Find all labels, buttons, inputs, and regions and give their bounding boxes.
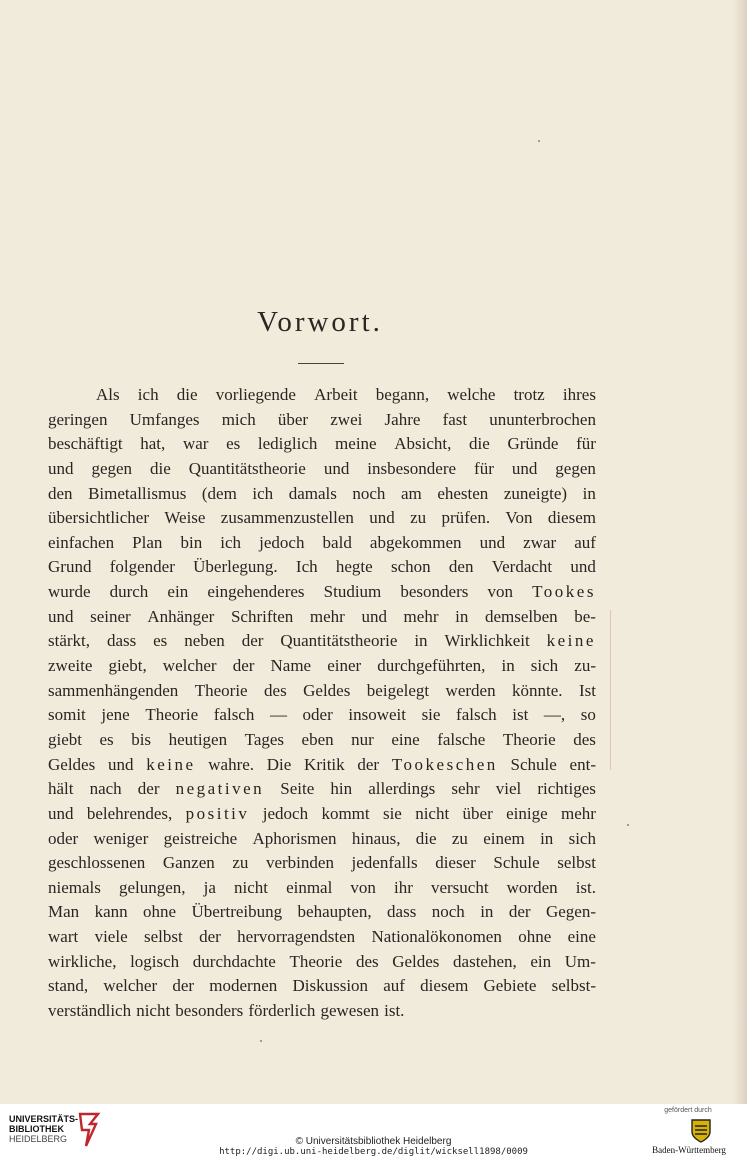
word: folgender: [109, 557, 175, 577]
word: und: [479, 532, 506, 552]
word: Quantitätstheorie: [280, 631, 398, 651]
word: durchdachte: [192, 951, 276, 971]
word: Gebiete: [483, 976, 537, 996]
word: Plan: [132, 532, 163, 552]
text-line: [48, 900, 596, 925]
word: ich: [252, 483, 274, 503]
word: seiner: [90, 606, 131, 626]
word: ohne: [143, 902, 177, 922]
word: des: [355, 951, 379, 971]
word: niemals: [48, 877, 101, 897]
word: Diskussion: [292, 976, 369, 996]
word: bin: [180, 532, 203, 552]
word: ist.: [384, 1001, 405, 1021]
word: dieser: [435, 853, 476, 873]
word: besonders: [175, 1001, 244, 1021]
word: jedoch: [259, 532, 305, 552]
word: welcher: [103, 976, 158, 996]
word: Grund: [48, 557, 92, 577]
word: es: [153, 631, 168, 651]
word: hegte: [335, 557, 373, 577]
word: und: [48, 803, 74, 823]
word: insbesondere: [367, 458, 457, 478]
word: sammenhängenden: [48, 680, 179, 700]
word: und: [107, 754, 134, 774]
word: und: [48, 458, 74, 478]
word: weniger: [93, 828, 149, 848]
text-line: [48, 580, 596, 605]
paper-speck: [260, 1040, 262, 1042]
text-line: [48, 654, 596, 679]
word: ist.: [575, 877, 596, 897]
word: gelungen,: [118, 877, 186, 897]
word: übersichtlicher: [48, 508, 150, 528]
word: Überlegung.: [193, 557, 278, 577]
word: für: [576, 434, 596, 454]
word: trotz: [513, 385, 545, 404]
word: keine: [546, 631, 596, 651]
word: Theorie: [145, 705, 199, 725]
word: fast: [442, 409, 468, 429]
word: Tookeschen: [391, 754, 498, 774]
word: wart: [48, 927, 79, 947]
word: selbst: [557, 853, 596, 873]
word: diesem: [547, 508, 596, 528]
word: logisch: [130, 951, 180, 971]
word: besonders: [400, 582, 469, 602]
word: Theorie: [194, 680, 248, 700]
word: Schriften: [230, 606, 294, 626]
word: worden: [506, 877, 558, 897]
word: des: [573, 729, 596, 749]
word: der: [172, 976, 195, 996]
word: ich: [137, 385, 159, 404]
word: Ganzen: [162, 853, 215, 873]
page-title: Vorwort.: [257, 306, 383, 338]
word: von: [350, 877, 376, 897]
title-rule: [298, 363, 344, 364]
word: jedoch: [262, 803, 309, 823]
word: eingehenderes: [207, 582, 305, 602]
text-line: [48, 506, 596, 531]
word: falsch: [456, 705, 497, 725]
text-line: [48, 777, 596, 802]
word: sich: [568, 828, 596, 848]
word: von: [487, 582, 513, 602]
word: und: [323, 458, 350, 478]
library-name-line: BIBLIOTHEK: [9, 1124, 64, 1134]
word: in: [480, 902, 494, 922]
word: Als: [96, 385, 120, 404]
word: keine: [146, 754, 196, 774]
text-line: [48, 383, 596, 408]
page-edge-shadow: [733, 0, 747, 1104]
word: —,: [543, 705, 566, 725]
word: vorliegende: [215, 385, 296, 404]
word: hin: [330, 779, 353, 799]
word: Anhänger: [147, 606, 215, 626]
word: —: [269, 705, 287, 725]
preface-body: [48, 383, 596, 1024]
word: Jahre: [384, 409, 421, 429]
word: Quantitätstheorie: [188, 458, 306, 478]
word: negativen: [175, 779, 265, 799]
word: Umfanges: [129, 409, 200, 429]
text-line: [48, 605, 596, 630]
word: welche: [447, 385, 496, 404]
word: förderlich: [248, 1001, 316, 1021]
word: Geldes: [48, 754, 96, 774]
word: zusammenzustellen: [220, 508, 354, 528]
word: könnte.: [512, 680, 563, 700]
word: allerdings: [368, 779, 436, 799]
word: der: [199, 927, 221, 947]
word: zweite: [48, 656, 93, 676]
word: lediglich: [257, 434, 318, 454]
word: die: [176, 385, 198, 404]
word: ent-: [569, 754, 596, 774]
word: insoweit: [348, 705, 406, 725]
word: nur: [351, 729, 374, 749]
word: Name: [270, 656, 312, 676]
word: giebt: [48, 729, 82, 749]
word: verständlich: [48, 1001, 132, 1021]
word: eine: [567, 927, 596, 947]
word: mehr: [560, 803, 596, 823]
word: zu: [232, 853, 249, 873]
word: behaupten,: [297, 902, 372, 922]
baden-wuerttemberg-crest-icon[interactable]: [690, 1118, 712, 1144]
word: wirkliche,: [48, 951, 117, 971]
word: zwei: [330, 409, 363, 429]
word: Um-: [564, 951, 596, 971]
word: Von: [505, 508, 533, 528]
text-line: [48, 629, 596, 654]
word: zu: [410, 508, 427, 528]
word: Die: [266, 754, 292, 774]
word: selbst-: [551, 976, 596, 996]
word: noch: [352, 483, 386, 503]
word: bald: [322, 532, 352, 552]
word: gewesen: [320, 1001, 380, 1021]
word: den: [448, 557, 474, 577]
word: eine: [391, 729, 420, 749]
word: ich: [220, 532, 242, 552]
word: der: [232, 656, 255, 676]
word: zuneigte): [503, 483, 568, 503]
word: bis: [131, 729, 152, 749]
word: sie: [421, 705, 441, 725]
word: in: [501, 656, 515, 676]
word: oder: [302, 705, 333, 725]
word: mehr: [403, 606, 439, 626]
word: hervorragendsten: [237, 927, 356, 947]
word: beschäftigt: [48, 434, 123, 454]
word: geistreiche: [163, 828, 238, 848]
word: zu: [451, 828, 468, 848]
word: nicht: [136, 1001, 171, 1021]
word: begann,: [375, 385, 430, 404]
text-line: [48, 457, 596, 482]
word: falsch: [213, 705, 255, 725]
text-line: [48, 925, 596, 950]
word: versucht: [430, 877, 489, 897]
word: hinaus,: [351, 828, 401, 848]
word: Ich: [295, 557, 318, 577]
word: Übertreibung: [191, 902, 283, 922]
word: und: [361, 606, 387, 626]
word: dass: [106, 631, 137, 651]
word: ehesten: [437, 483, 489, 503]
word: Seite: [280, 779, 315, 799]
word: Geldes: [303, 680, 351, 700]
word: Schule: [493, 853, 540, 873]
word: Kritik: [304, 754, 345, 774]
word: modernen: [209, 976, 278, 996]
word: be-: [574, 606, 596, 626]
word: ein: [167, 582, 189, 602]
word: kann: [94, 902, 128, 922]
word: so: [580, 705, 596, 725]
word: Nationalökonomen: [371, 927, 502, 947]
word: abgekommen: [369, 532, 462, 552]
word: des: [264, 680, 287, 700]
word: am: [400, 483, 422, 503]
text-line: [48, 753, 596, 778]
word: der: [508, 902, 531, 922]
word: geschlossenen: [48, 853, 146, 873]
word: nicht: [415, 803, 450, 823]
word: noch: [431, 902, 465, 922]
word: mehr: [309, 606, 345, 626]
word: stärkt,: [48, 631, 91, 651]
margin-mark: [610, 610, 611, 770]
word: meine: [335, 434, 377, 454]
word: einer: [327, 656, 362, 676]
word: damals: [288, 483, 337, 503]
word: sehr: [451, 779, 480, 799]
word: jedenfalls: [351, 853, 418, 873]
word: über: [277, 409, 309, 429]
library-name-line: HEIDELBERG: [9, 1134, 68, 1144]
word: durch: [109, 582, 149, 602]
funder-label: Baden-Württemberg: [652, 1145, 726, 1155]
text-line: [48, 531, 596, 556]
text-line: [48, 999, 596, 1024]
text-line: [48, 408, 596, 433]
text-line: [48, 950, 596, 975]
word: falsche: [437, 729, 486, 749]
word: schon: [390, 557, 431, 577]
word: kommt: [321, 803, 370, 823]
word: gegen: [555, 458, 596, 478]
word: Geldes: [392, 951, 440, 971]
word: Verdacht: [491, 557, 553, 577]
word: viele: [94, 927, 128, 947]
text-line: [48, 974, 596, 999]
word: war: [182, 434, 209, 454]
word: Tookes: [532, 582, 596, 602]
word: oder: [48, 828, 79, 848]
word: sie: [382, 803, 402, 823]
word: heutigen: [168, 729, 228, 749]
word: einmal: [286, 877, 333, 897]
word: Theorie: [502, 729, 556, 749]
word: die: [150, 458, 171, 478]
word: ihres: [562, 385, 596, 404]
word: der: [357, 754, 380, 774]
text-line: [48, 555, 596, 580]
word: positiv: [185, 803, 250, 823]
word: viel: [495, 779, 522, 799]
word: die: [469, 434, 490, 454]
word: einige: [506, 803, 548, 823]
word: Absicht,: [394, 434, 452, 454]
word: zwar: [523, 532, 557, 552]
funded-by-label: gefördert durch: [664, 1107, 712, 1114]
text-line: [48, 482, 596, 507]
text-line: [48, 432, 596, 457]
word: Gegen-: [545, 902, 596, 922]
word: die: [415, 828, 437, 848]
word: ihr: [393, 877, 413, 897]
word: Theorie: [289, 951, 343, 971]
word: Ist: [578, 680, 596, 700]
text-line: [48, 876, 596, 901]
word: in: [455, 606, 469, 626]
word: über: [462, 803, 493, 823]
word: es: [99, 729, 114, 749]
text-line: [48, 827, 596, 852]
paper-speck: [627, 824, 629, 826]
word: den: [48, 483, 73, 503]
word: nicht: [233, 877, 268, 897]
word: ein: [530, 951, 552, 971]
word: in: [414, 631, 428, 651]
word: für: [474, 458, 494, 478]
word: auf: [574, 532, 596, 552]
word: Man: [48, 902, 80, 922]
word: somit: [48, 705, 86, 725]
text-line: [48, 728, 596, 753]
word: welcher: [162, 656, 217, 676]
paper-speck: [538, 140, 540, 142]
word: Studium: [323, 582, 382, 602]
text-line: [48, 679, 596, 704]
word: und: [570, 557, 596, 577]
word: giebt,: [108, 656, 147, 676]
word: geringen: [48, 409, 108, 429]
word: in: [582, 483, 596, 503]
word: (dem: [201, 483, 237, 503]
word: selbst: [143, 927, 183, 947]
word: Wirklichkeit: [444, 631, 530, 651]
word: prüfen.: [441, 508, 491, 528]
permalink-url[interactable]: http://digi.ub.uni-heidelberg.de/diglit/wicksell1898/0009: [219, 1147, 528, 1157]
word: in: [540, 828, 554, 848]
word: gegen: [91, 458, 133, 478]
word: stand,: [48, 976, 89, 996]
word: auf: [383, 976, 405, 996]
text-line: [48, 802, 596, 827]
word: nach: [89, 779, 122, 799]
text-line: [48, 851, 596, 876]
word: diesem: [420, 976, 469, 996]
word: der: [137, 779, 160, 799]
word: Schule: [510, 754, 557, 774]
word: demselben: [484, 606, 558, 626]
word: neben: [184, 631, 225, 651]
word: Weise: [164, 508, 206, 528]
word: mich: [221, 409, 256, 429]
word: wahre.: [208, 754, 255, 774]
copyright-notice: © Universitätsbibliothek Heidelberg: [295, 1136, 452, 1147]
word: durchgeführten,: [377, 656, 486, 676]
word: und: [369, 508, 395, 528]
word: der: [241, 631, 264, 651]
word: einfachen: [48, 532, 115, 552]
word: ununterbrochen: [489, 409, 596, 429]
word: ohne: [518, 927, 552, 947]
word: Tages: [244, 729, 285, 749]
word: und: [511, 458, 538, 478]
word: sich: [530, 656, 559, 676]
footer-bar: [0, 1104, 747, 1158]
word: belehrendes,: [86, 803, 173, 823]
word: Gründe: [507, 434, 559, 454]
word: Bimetallismus: [88, 483, 187, 503]
word: hat,: [140, 434, 166, 454]
word: dass: [387, 902, 417, 922]
word: richtiges: [537, 779, 596, 799]
word: ist: [512, 705, 529, 725]
word: eben: [301, 729, 334, 749]
word: einem: [483, 828, 525, 848]
word: verbinden: [265, 853, 334, 873]
word: werden: [445, 680, 496, 700]
word: beigelegt: [366, 680, 430, 700]
word: dastehen,: [453, 951, 517, 971]
word: zu-: [574, 656, 596, 676]
word: wurde: [48, 582, 91, 602]
word: hält: [48, 779, 74, 799]
word: es: [226, 434, 241, 454]
word: jene: [101, 705, 130, 725]
word: Aphorismen: [252, 828, 337, 848]
text-line: [48, 703, 596, 728]
word: ja: [203, 877, 216, 897]
word: Arbeit: [314, 385, 358, 404]
word: und: [48, 606, 74, 626]
library-name-line: UNIVERSITÄTS-: [9, 1114, 79, 1124]
